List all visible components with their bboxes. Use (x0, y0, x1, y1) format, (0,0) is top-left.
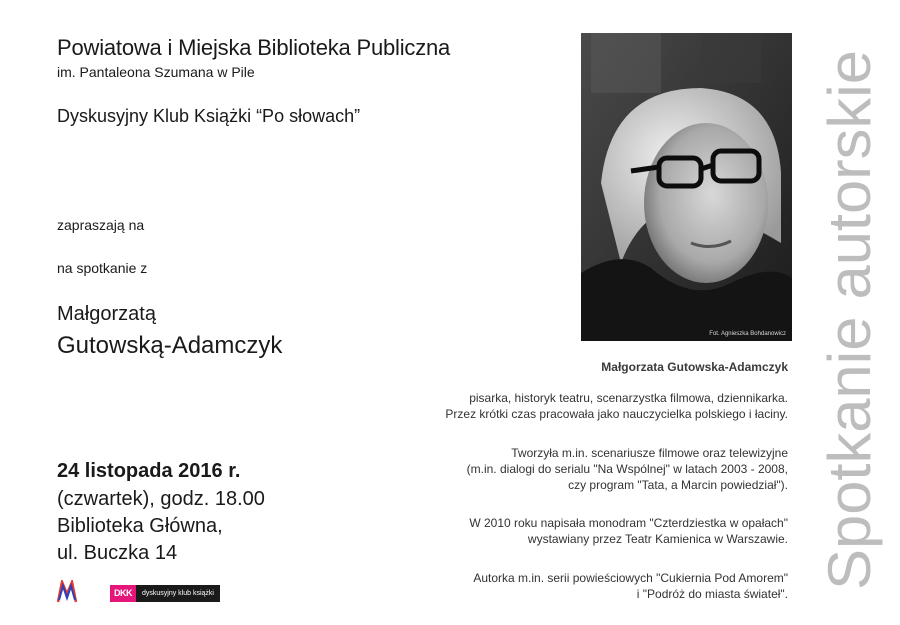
bio-line: i "Podróż do miasta świateł". (636, 587, 788, 601)
bio-paragraph-3 (400, 515, 788, 547)
library-patron: im. Pantaleona Szumana w Pile (57, 64, 255, 80)
bio-line: W 2010 roku napisała monodram "Czterdziestka w opałach" (469, 516, 788, 530)
bio-line: Przez krótki czas pracowała jako nauczycielka polskiego i łaciny. (445, 407, 788, 421)
event-street: ul. Buczka 14 (57, 542, 178, 564)
author-portrait-image (581, 33, 792, 341)
dkk-badge: DKK (110, 585, 136, 602)
library-name: Powiatowa i Miejska Biblioteka Publiczna (57, 35, 451, 60)
dkk-logo (110, 585, 220, 602)
bio-paragraph-1 (400, 390, 788, 422)
event-time: (czwartek), godz. 18.00 (57, 488, 265, 510)
bio-paragraph-2 (400, 445, 788, 493)
event-venue: Biblioteka Główna, (57, 515, 223, 537)
vertical-title (802, 25, 892, 595)
meeting-text: na spotkanie z (57, 260, 148, 276)
photo-credit: Fot. Agnieszka Bohdanowicz (709, 331, 786, 337)
invite-text: zapraszają na (57, 217, 145, 233)
dkk-text: dyskusyjny klub książki (136, 585, 220, 602)
bio-line: wystawiany przez Teatr Kamienica w Warszawie. (527, 532, 788, 546)
event-date: 24 listopada 2016 r. (57, 460, 241, 482)
bio-line: Tworzyła m.in. scenariusze filmowe oraz telewizyjne (511, 446, 788, 460)
guest-last-name: Gutowską-Adamczyk (57, 332, 283, 359)
author-photo (581, 33, 792, 341)
bio-caption: Małgorzata Gutowska-Adamczyk (601, 360, 788, 374)
vertical-title-text: Spotkanie autorskie (816, 63, 883, 590)
guest-first-name: Małgorzatą (57, 303, 156, 325)
club-name: Dyskusyjny Klub Książki “Po słowach” (57, 106, 361, 126)
library-logo-icon (57, 580, 77, 604)
bio-line: czy program "Tata, a Marcin powiedział"). (568, 478, 788, 492)
bio-paragraph-4 (400, 570, 788, 602)
bio-line: Autorka m.in. serii powieściowych "Cukiernia Pod Amorem" (473, 571, 788, 585)
bio-line: (m.in. dialogi do serialu "Na Wspólnej" w latach 2003 - 2008, (466, 462, 788, 476)
bio-line: pisarka, historyk teatru, scenarzystka filmowa, dziennikarka. (469, 391, 788, 405)
